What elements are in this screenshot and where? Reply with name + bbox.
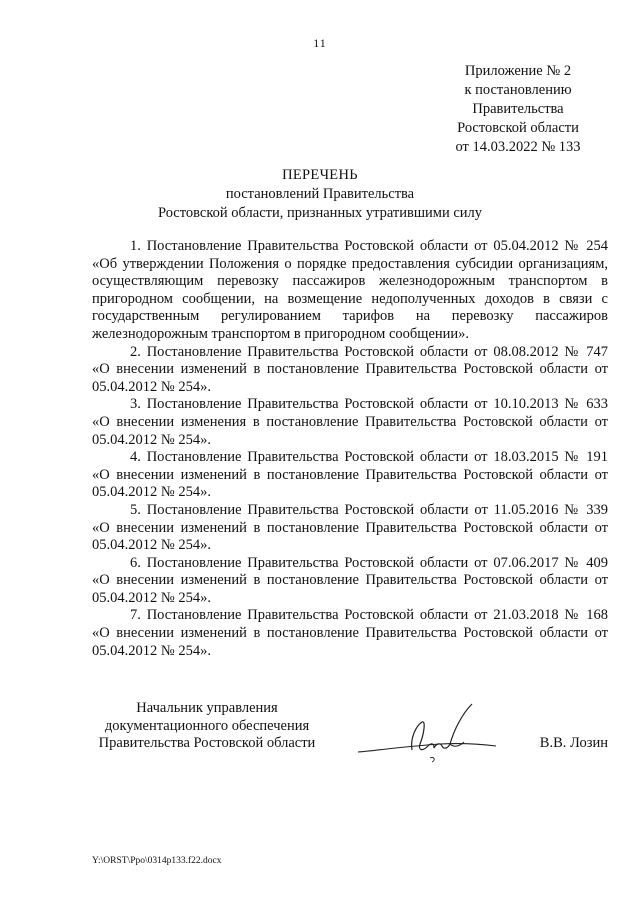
position-line-3: Правительства Ростовской области <box>98 735 316 752</box>
list-item: 5. Постановление Правительства Ростовской области от 11.05.2016 № 339 «О внесении изменений в постановление Правительства Ростовской области от 05.04.2012 № 254». <box>92 501 608 554</box>
signature-block <box>92 700 608 760</box>
signer-position <box>92 700 322 753</box>
list-item: 6. Постановление Правительства Ростовской области от 07.06.2017 № 409 «О внесении изменений в постановление Правительства Ростовской области от 05.04.2012 № 254». <box>92 554 608 606</box>
appendix-header <box>438 62 598 157</box>
document-title <box>0 166 640 223</box>
appendix-line-1: Приложение № 2 <box>464 63 572 79</box>
appendix-line-3: Правительства <box>472 101 564 117</box>
position-line-2: документационного обеспечения <box>104 717 310 734</box>
position-line-1: Начальник управления <box>136 700 278 716</box>
resolution-list <box>92 238 608 660</box>
file-path: Y:\ORST\Ppo\0314p133.f22.docx <box>92 856 222 866</box>
handwritten-signature <box>350 700 500 772</box>
page-number: 11 <box>313 36 327 50</box>
appendix-line-4: Ростовской области <box>457 120 579 136</box>
title-heading: ПЕРЕЧЕНЬ <box>282 167 358 183</box>
list-item: 3. Постановление Правительства Ростовской области от 10.10.2013 № 633 «О внесении изменения в постановление Правительства Ростовской области от 05.04.2012 № 254». <box>92 396 608 448</box>
list-item: 1. Постановление Правительства Ростовской области от 05.04.2012 № 254 «Об утверждении Положения о порядке предоставления субсидии организациям, осуществляющим перевозку пассажиров железнодорожным транспортом в пригородном сообщении, на возмещение недополученных доходов в связи с государственным регулированием тарифов на перевозку пассажиров железнодорожным транспортом в пригородном сообщении». <box>92 238 608 342</box>
title-line-1: постановлений Правительства <box>225 186 415 202</box>
list-item: 7. Постановление Правительства Ростовской области от 21.03.2018 № 168 «О внесении изменений в постановление Правительства Ростовской области от 05.04.2012 № 254». <box>92 607 608 659</box>
appendix-line-2: к постановлению <box>464 82 572 98</box>
list-item: 2. Постановление Правительства Ростовской области от 08.08.2012 № 747 «О внесении изменений в постановление Правительства Ростовской области от 05.04.2012 № 254». <box>92 343 608 395</box>
appendix-line-5: от 14.03.2022 № 133 <box>455 139 581 155</box>
signer-name: В.В. Лозин <box>539 735 608 751</box>
title-line-2: Ростовской области, признанных утратившими силу <box>157 205 483 221</box>
list-item: 4. Постановление Правительства Ростовской области от 18.03.2015 № 191 «О внесении изменений в постановление Правительства Ростовской области от 05.04.2012 № 254». <box>92 449 608 501</box>
